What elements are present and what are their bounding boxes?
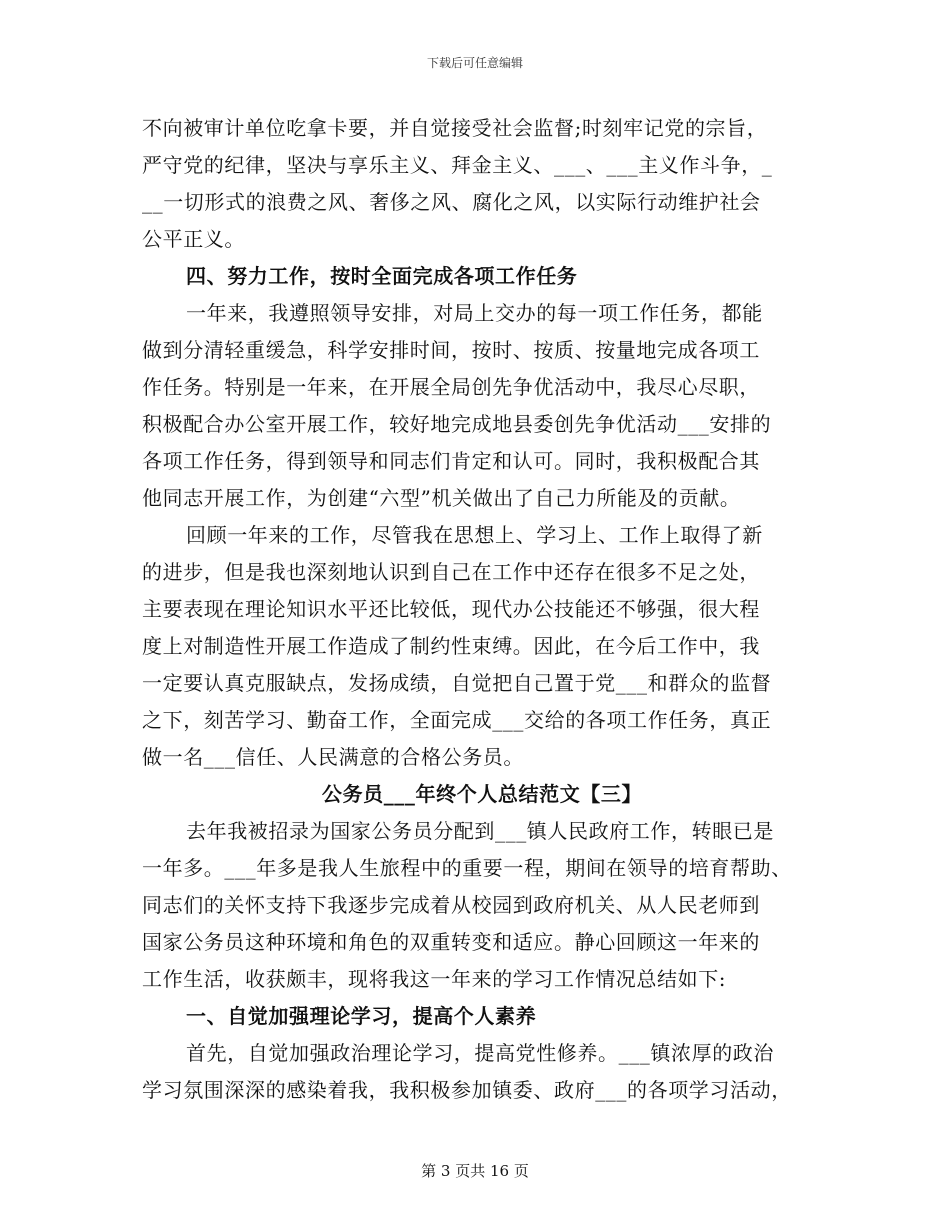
- paragraph-line: 一年多。___年多是我人生旅程中的重要一程，期间在领导的培育帮助、: [142, 856, 792, 880]
- paragraph-line: __一切形式的浪费之风、奢侈之风、腐化之风，以实际行动维护社会: [142, 190, 761, 214]
- paragraph-line: 作任务。特别是一年来，在开展全局创先争优活动中，我尽心尽职，: [142, 375, 760, 399]
- document-body: [142, 110, 822, 1109]
- paragraph-line: 工作生活，收获颇丰，现将我这一年来的学习工作情况总结如下:: [142, 967, 727, 991]
- page-number: 第 3 页共 16 页: [421, 1162, 529, 1180]
- paragraph-line: 回顾一年来的工作，尽管我在思想上、学习上、工作上取得了新: [186, 523, 763, 547]
- paragraph-line: 做到分清轻重缓急，科学安排时间，按时、按质、按量地完成各项工: [142, 338, 760, 362]
- paragraph-line: 积极配合办公室开展工作，较好地完成地县委创先争优活动___安排的: [142, 412, 772, 436]
- paragraph-line: 学习氛围深深的感染着我，我积极参加镇委、政府___的各项学习活动，: [142, 1078, 792, 1102]
- paragraph-line: 一定要认真克服缺点，发扬成绩，自觉把自己置于党___和群众的监督: [142, 671, 772, 695]
- section-heading: 四、努力工作，按时全面完成各项工作任务: [186, 264, 578, 288]
- paragraph-line: 他同志开展工作，为创建“六型”机关做出了自己力所能及的贡献。: [142, 486, 741, 510]
- paragraph-line: 去年我被招录为国家公务员分配到___镇人民政府工作，转眼已是: [186, 819, 774, 843]
- paragraph-line: 主要表现在理论知识水平还比较低，现代办公技能还不够强，很大程: [142, 597, 760, 621]
- paragraph-line: 首先，自觉加强政治理论学习，提高党性修养。___镇浓厚的政治: [186, 1041, 774, 1065]
- paragraph-line: 一年来，我遵照领导安排，对局上交办的每一项工作任务，都能: [186, 301, 763, 325]
- page-header: 下载后可任意编辑: [426, 56, 523, 70]
- paragraph-line: 不向被审计单位吃拿卡要，并自觉接受社会监督;时刻牢记党的宗旨，: [142, 116, 768, 140]
- article-title: 公务员___年终个人总结范文【三】: [321, 782, 643, 806]
- paragraph-line: 同志们的关怀支持下我逐步完成着从校园到政府机关、从人民老师到: [142, 893, 760, 917]
- paragraph-line: 做一名___信任、人民满意的合格公务员。: [142, 745, 524, 769]
- paragraph-line: 之下，刻苦学习、勤奋工作，全面完成___交给的各项工作任务，真正: [142, 708, 772, 732]
- paragraph-line: 严守党的纪律，坚决与享乐主义、拜金主义、___、___主义作斗争，_: [142, 153, 773, 177]
- paragraph-line: 国家公务员这种环境和角色的双重转变和适应。静心回顾这一年来的: [142, 930, 760, 954]
- section-heading: 一、自觉加强理论学习，提高个人素养: [186, 1004, 537, 1028]
- paragraph-line: 度上对制造性开展工作造成了制约性束缚。因此，在今后工作中，我: [142, 634, 760, 658]
- paragraph-line: 的进步，但是我也深刻地认识到自己在工作中还存在很多不足之处，: [142, 560, 760, 584]
- paragraph-line: 公平正义。: [142, 227, 245, 251]
- paragraph-line: 各项工作任务，得到领导和同志们肯定和认可。同时，我积极配合其: [142, 449, 760, 473]
